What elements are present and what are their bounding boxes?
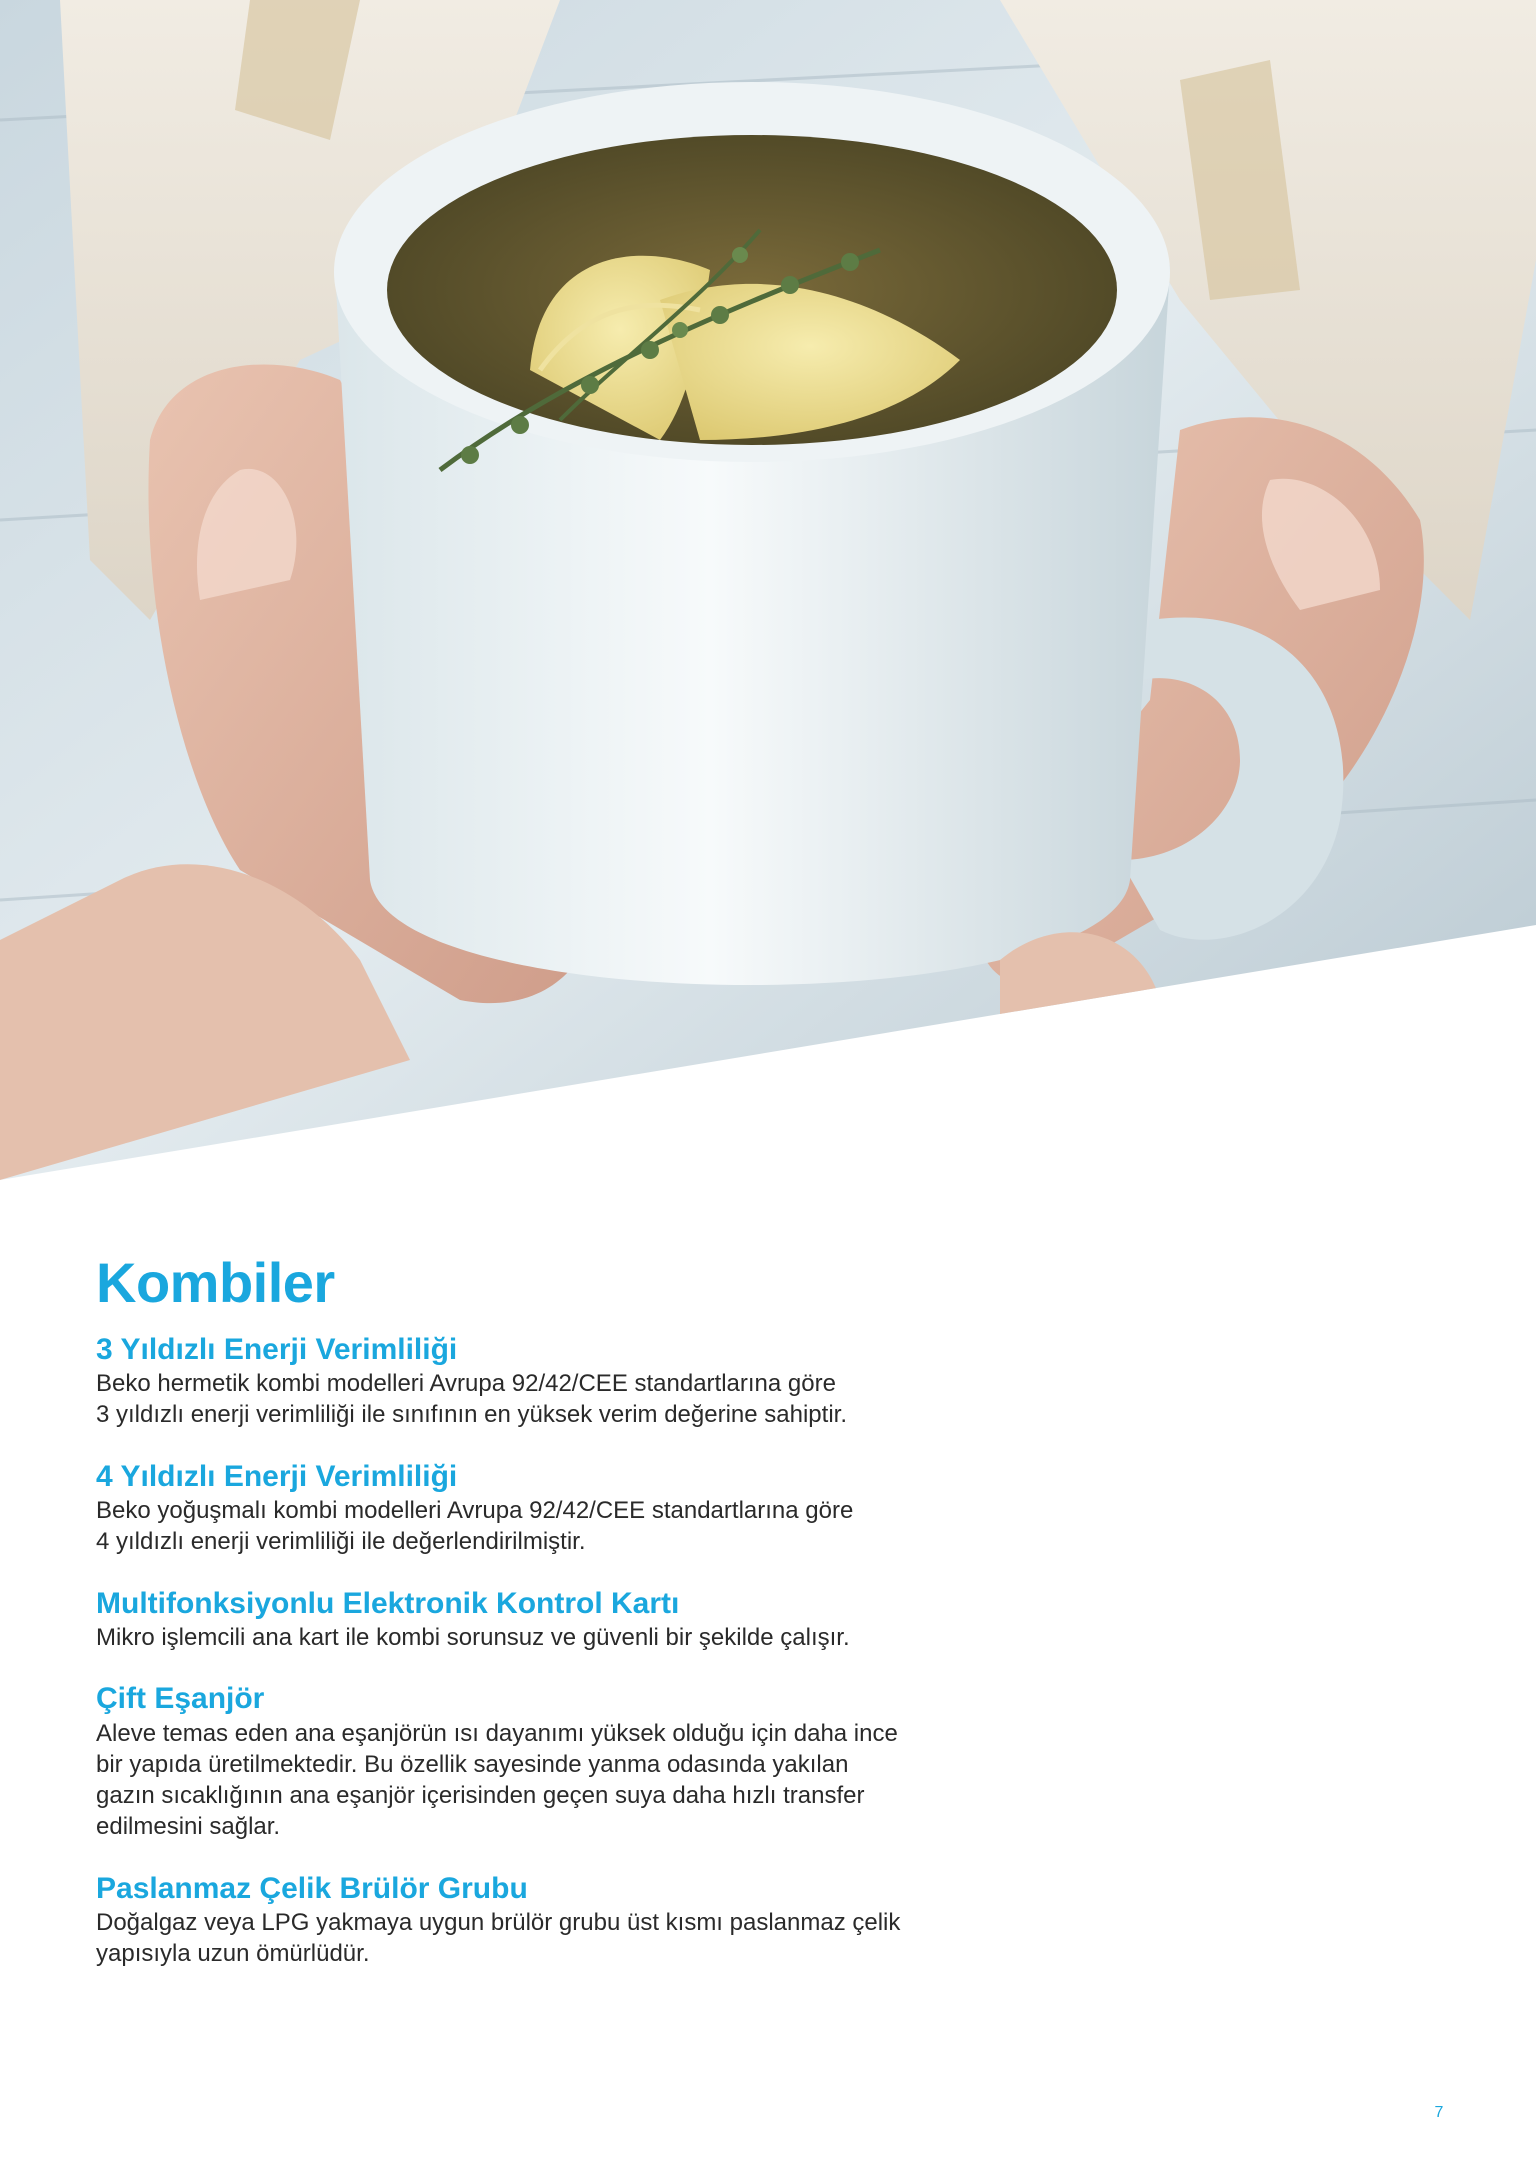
feature-description: Beko yoğuşmalı kombi modelleri Avrupa 92/42/CEE standartlarına göre 4 yıldızlı enerji verimliliği ile değerlendirilmiştir. xyxy=(96,1497,854,1556)
feature-item xyxy=(96,1681,996,1842)
feature-title: Çift Eşanjör xyxy=(96,1682,265,1716)
feature-title: Paslanmaz Çelik Brülör Grubu xyxy=(96,1871,528,1905)
feature-item xyxy=(96,1332,996,1431)
feature-description: Aleve temas eden ana eşanjörün ısı dayanımı yüksek olduğu için daha ince bir yapıda üretilmektedir. Bu özellik sayesinde yanma odasında yakılan gazın sıcaklığının ana eşanjör içerisinden geçen suya daha hızlı transfer edilmesini sağlar. xyxy=(96,1719,898,1841)
feature-item xyxy=(96,1586,996,1654)
feature-description: Mikro işlemcili ana kart ile kombi sorunsuz ve güvenli bir şekilde çalışır. xyxy=(96,1624,850,1652)
feature-description: Beko hermetik kombi modelleri Avrupa 92/42/CEE standartlarına göre 3 yıldızlı enerji verimliliği ile sınıfının en yüksek verim değerine sahiptir. xyxy=(96,1370,847,1429)
main-content xyxy=(96,1252,996,1998)
feature-title: 4 Yıldızlı Enerji Verimliliği xyxy=(96,1459,458,1493)
feature-item xyxy=(96,1871,996,1970)
feature-item xyxy=(96,1459,996,1558)
feature-title: 3 Yıldızlı Enerji Verimliliği xyxy=(96,1332,458,1366)
page-title: Kombiler xyxy=(96,1251,335,1314)
page-number: 7 xyxy=(1434,2104,1444,2121)
feature-description: Doğalgaz veya LPG yakmaya uygun brülör grubu üst kısmı paslanmaz çelik yapısıyla uzun ömürlüdür. xyxy=(96,1909,901,1968)
feature-title: Multifonksiyonlu Elektronik Kontrol Kartı xyxy=(96,1586,680,1620)
